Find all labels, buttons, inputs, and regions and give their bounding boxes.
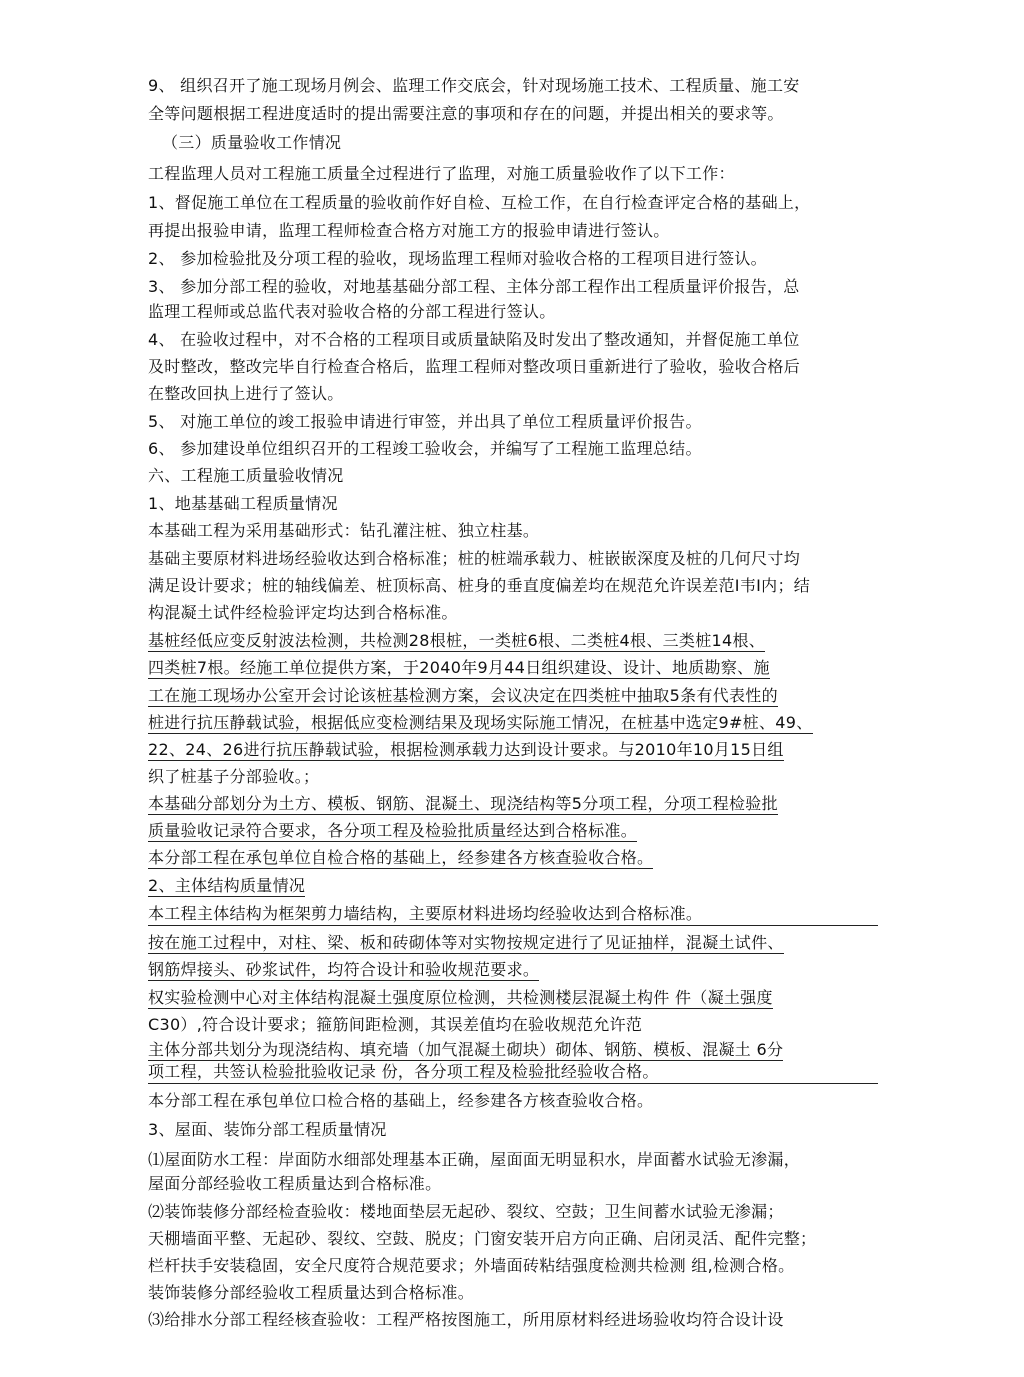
underlined-text-line: 本分部工程在承包单位自检合格的基础上，经参建各方核查验收合格。 <box>148 848 654 867</box>
text-line: ⑶给排水分部工程经核查验收：工程严格按图施工，所用原材料经进场验收均符合设计设 <box>148 1310 784 1329</box>
text-line: 装饰装修分部经验收工程质量达到合格标准。 <box>148 1283 475 1302</box>
text-line: 监理工程师或总监代表对验收合格的分部工程进行签认。 <box>148 302 556 321</box>
text-line: 织了桩基子分部验收。； <box>148 767 320 786</box>
text-line: 2、 参加检验批及分项工程的验收，现场监理工程师对验收合格的工程项目进行签认。 <box>148 249 767 268</box>
underlined-text-line: 22、24、26进行抗压静载试验，根据检测承载力达到设计要求。与2010年10月15日组 <box>148 740 784 759</box>
underlined-text-line: 权实验检测中心对主体结构混凝土强度原位检测，共检测楼层混凝土构件 件（凝土强度 <box>148 988 773 1007</box>
underlined-text-line: 钢筋焊接头、砂浆试件，均符合设计和验收规范要求。 <box>148 960 540 979</box>
underlined-text-line: 按在施工过程中，对柱、梁、板和砖砌体等对实物按规定进行了见证抽样，混凝土试件、 <box>148 933 784 952</box>
text-line: 满足设计要求；桩的轴线偏差、桩顶标高、桩身的垂直度偏差均在规范允许误差范I韦I内；结 <box>148 576 811 595</box>
underlined-text-line: 本基础分部划分为土方、模板、钢筋、混凝土、现浇结构等5分项工程，分项工程检验批 <box>148 794 778 813</box>
text-line: 本分部工程在承包单位口检合格的基础上，经参建各方核查验收合格。 <box>148 1091 654 1110</box>
text-line: 工程监理人员对工程施工质量全过程进行了监理，对施工质量验收作了以下工作： <box>148 164 735 183</box>
text-line: 3、 参加分部工程的验收，对地基基础分部工程、主体分部工程作出工程质量评价报告，总 <box>148 277 800 296</box>
text-line: 本工程主体结构为框架剪力墙结构，主要原材料进场均经验收达到合格标准。 <box>148 904 703 923</box>
underline-rule <box>148 1083 878 1084</box>
text-line: ⑴屋面防水工程：岸面防水细部处理基本正确，屋面面无明显积水，岸面蓄水试验无渗漏， <box>148 1150 801 1169</box>
text-line: 天棚墙面平整、无起砂、裂纹、空鼓、脱皮；门窗安装开启方向正确、启闭灵活、配件完整； <box>148 1229 817 1248</box>
underlined-text-line: 桩进行抗压静载试验，根据低应变检测结果及现场实际施工情况，在桩基中选定9#桩、49、 <box>148 713 813 732</box>
text-line: 及时整改，整改完毕自行检查合格后，监理工程师对整改项日重新进行了验收，验收合格后 <box>148 357 801 376</box>
subsection-heading: 1、地基基础工程质量情况 <box>148 494 338 513</box>
section-heading: 六、工程施工质量验收情况 <box>148 466 344 485</box>
text-line: 1、督促施工单位在工程质量的验收前作好自检、互检工作，在自行检查评定合格的基础上， <box>148 193 811 212</box>
section-heading: （三）质量验收工作情况 <box>162 133 342 152</box>
text-line: 4、 在验收过程中，对不合格的工程项目或质量缺陷及时发出了整改通知，并督促施工单位 <box>148 330 800 349</box>
text-line: 项工程，共签认检验批验收记录 份，各分项工程及检验批经验收合格。 <box>148 1062 659 1081</box>
text-line: 基础主要原材料进场经验收达到合格标准；桩的桩端承载力、桩嵌嵌深度及桩的几何尺寸均 <box>148 549 801 568</box>
text-line: 9、 组织召开了施工现场月例会、监理工作交底会，针对现场施工技术、工程质量、施工安 <box>148 76 800 95</box>
text-line: 再提出报验申请，监理工程师检查合格方对施工方的报验申请进行签认。 <box>148 221 670 240</box>
subsection-heading: 3、屋面、装饰分部工程质量情况 <box>148 1120 387 1139</box>
text-line: 构混凝土试件经检验评定均达到合格标准。 <box>148 603 458 622</box>
underlined-text-line: 质量验收记录符合要求，各分项工程及检验批质量经达到合格标准。 <box>148 821 638 840</box>
underlined-text-line: 基桩经低应变反射波法检测，共检测28根桩，一类桩6根、二类桩4根、三类桩14根、 <box>148 631 766 650</box>
text-line: 本基础工程为采用基础形式：钻孔灌注桩、独立柱基。 <box>148 521 540 540</box>
text-line: 5、 对施工单位的竣工报验申请进行审签，并出具了单位工程质量评价报告。 <box>148 412 702 431</box>
underline-rule <box>148 925 878 926</box>
text-line: 6、 参加建设单位组织召开的工程竣工验收会，并编写了工程施工监理总结。 <box>148 439 702 458</box>
text-line: C30）,符合设计要求；箍筋间距检测，其误差值均在验收规范允许范 <box>148 1015 643 1034</box>
text-line: ⑵装饰装修分部经检查验收：楼地面垫层无起砂、裂纹、空鼓；卫生间蓄水试验无渗漏； <box>148 1202 784 1221</box>
text-line: 在整改回执上进行了签认。 <box>148 384 344 403</box>
underlined-text-line: 工在施工现场办公室开会讨论该桩基检测方案，会议决定在四类桩中抽取5条有代表性的 <box>148 686 778 705</box>
underlined-subsection-heading: 2、主体结构质量情况 <box>148 876 306 895</box>
text-line: 屋面分部经验收工程质量达到合格标准。 <box>148 1174 442 1193</box>
text-line: 全等问题根据工程进度适时的提出需要注意的事项和存在的问题，并提出相关的要求等。 <box>148 104 784 123</box>
underlined-text-line: 四类桩7根。经施工单位提供方案，于2040年9月44日组织建设、设计、地质勘察、施 <box>148 658 770 677</box>
text-line: 栏杆扶手安装稳固，安全尺度符合规范要求；外墙面砖粘结强度检测共检测 组,检测合格。 <box>148 1256 795 1275</box>
underlined-text-line: 主体分部共划分为现浇结构、填充墙（加气混凝土砌块）砌体、钢筋、模板、混凝土 6分 <box>148 1040 784 1059</box>
